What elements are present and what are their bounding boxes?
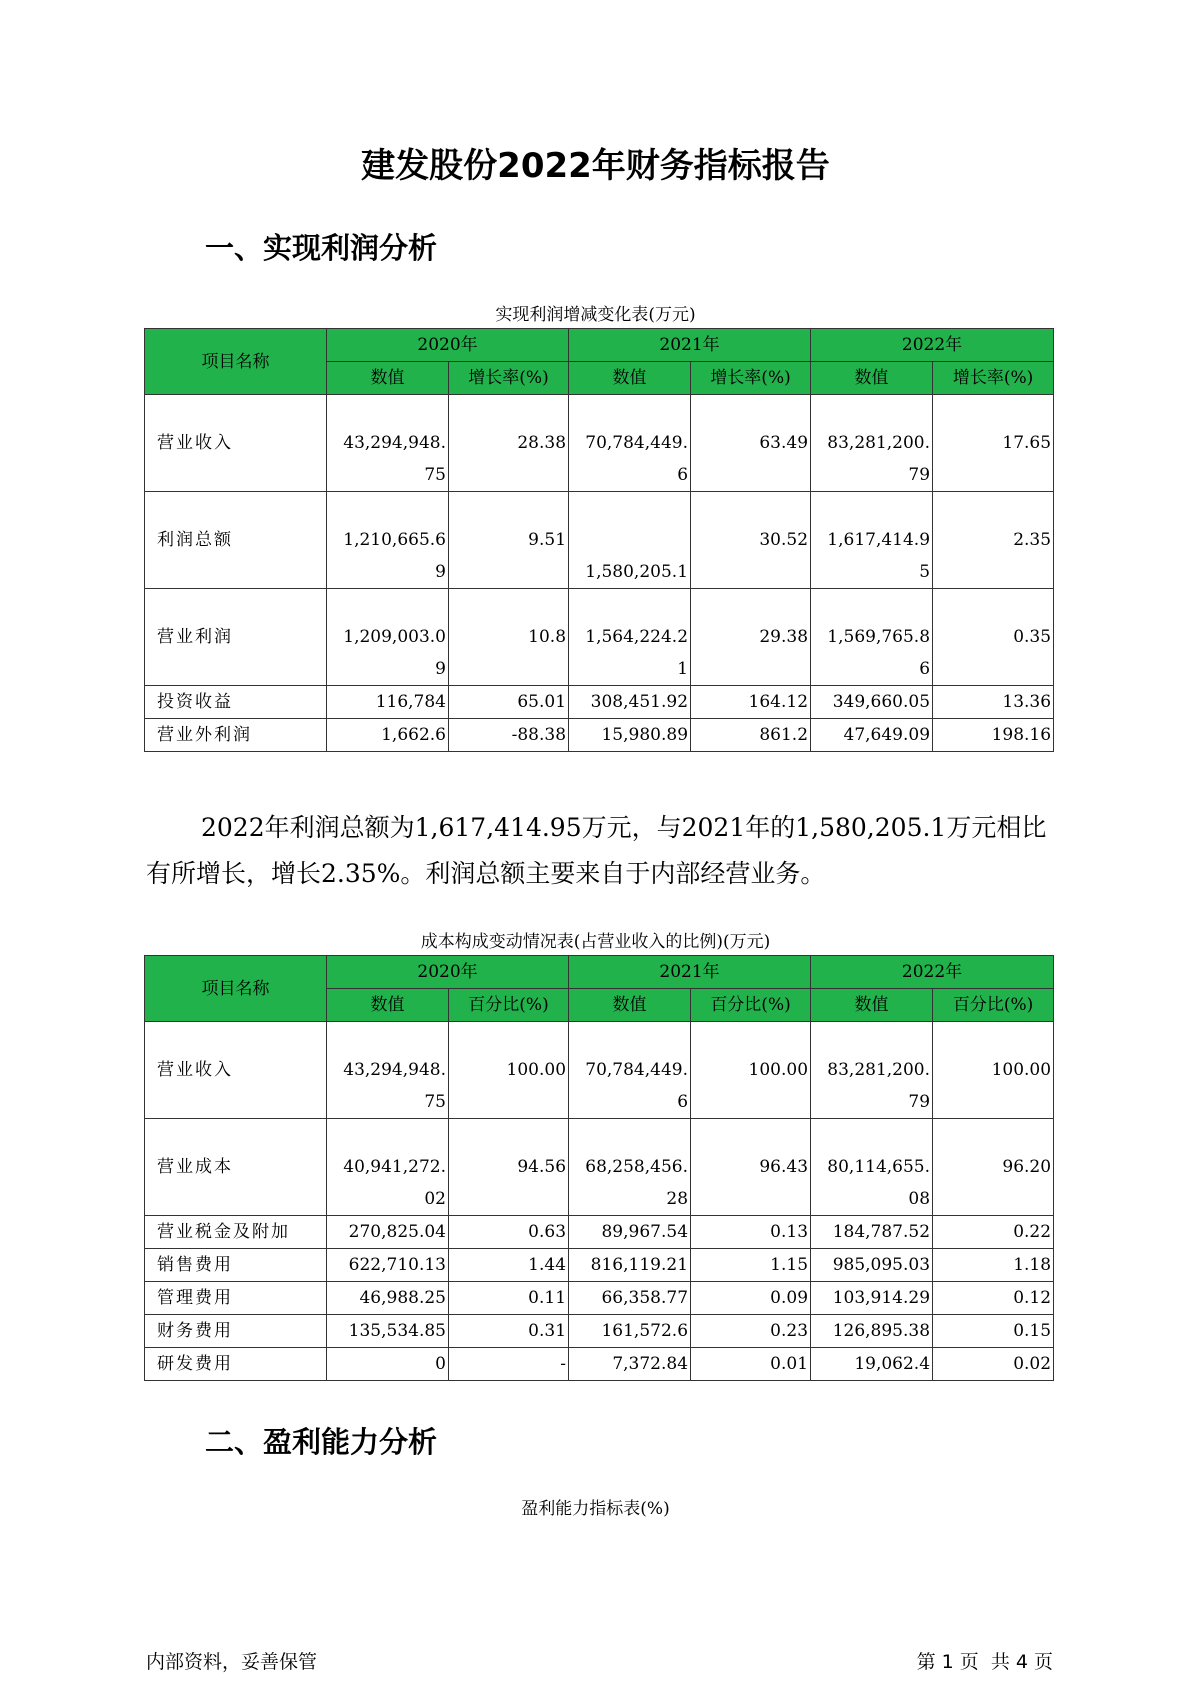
value-cell (811, 589, 933, 686)
value-cell (811, 395, 933, 492)
value-cell-line: 79 (908, 1092, 931, 1112)
table-caption-profitability: 盈利能力指标表(%) (521, 1499, 670, 1519)
item-name-header: 项目名称 (145, 329, 327, 395)
year-header: 2022年 (811, 329, 1054, 362)
table-row (145, 1348, 1054, 1381)
rate-cell: 0.63 (449, 1216, 569, 1249)
row-item-name: 营业成本 (145, 1119, 327, 1216)
value-cell: 66,358.77 (569, 1282, 691, 1315)
percent-subheader: 百分比(%) (449, 989, 569, 1022)
rate-cell: 0.01 (691, 1348, 811, 1381)
rate-cell: 0.12 (933, 1282, 1054, 1315)
value-cell-line: 1 (677, 659, 689, 679)
value-subheader: 数值 (327, 362, 449, 395)
rate-cell: 0.11 (449, 1282, 569, 1315)
value-cell-line: 5 (919, 562, 931, 582)
value-subheader: 数值 (569, 989, 691, 1022)
row-item-name: 营业税金及附加 (145, 1216, 327, 1249)
value-cell-line: 79 (908, 465, 931, 485)
rate-cell: 1.15 (691, 1249, 811, 1282)
rate-cell: 65.01 (449, 686, 569, 719)
value-cell (811, 1022, 933, 1119)
value-cell-line: 6 (677, 465, 689, 485)
value-cell: 0 (327, 1348, 449, 1381)
value-cell-line (571, 524, 688, 556)
value-subheader: 数值 (811, 362, 933, 395)
value-cell: 985,095.03 (811, 1249, 933, 1282)
rate-cell: 17.65 (933, 395, 1054, 492)
value-cell-line: 6 (677, 1092, 689, 1112)
value-subheader: 数值 (811, 989, 933, 1022)
row-item-name: 管理费用 (145, 1282, 327, 1315)
rate-cell: 0.23 (691, 1315, 811, 1348)
value-cell-line: 9 (435, 562, 446, 582)
value-cell (569, 492, 691, 589)
rate-cell: 0.35 (933, 589, 1054, 686)
value-cell (569, 395, 691, 492)
value-cell-line: 1,209,003.0 (343, 627, 446, 647)
year-header: 2020年 (327, 956, 569, 989)
value-cell (569, 1022, 691, 1119)
value-cell-line: 40,941,272. (343, 1157, 446, 1177)
value-cell: 103,914.29 (811, 1282, 933, 1315)
rate-cell: 30.52 (691, 492, 811, 589)
rate-cell: 100.00 (933, 1022, 1054, 1119)
value-cell: 15,980.89 (569, 719, 691, 752)
document-title: 建发股份2022年财务指标报告 (361, 146, 830, 186)
rate-cell: 100.00 (449, 1022, 569, 1119)
value-cell: 19,062.4 (811, 1348, 933, 1381)
table-row (145, 1216, 1054, 1249)
footer-confidential-note: 内部资料，妥善保管 (146, 1651, 318, 1673)
value-cell (327, 492, 449, 589)
value-cell-line: 1,564,224.2 (585, 627, 689, 647)
table-row (145, 686, 1054, 719)
value-cell-line: 70,784,449. (585, 433, 689, 453)
rate-cell: 94.56 (449, 1119, 569, 1216)
row-item-name: 营业收入 (145, 395, 327, 492)
value-cell: 126,895.38 (811, 1315, 933, 1348)
row-item-name: 研发费用 (145, 1348, 327, 1381)
year-header: 2020年 (327, 329, 569, 362)
value-cell (569, 589, 691, 686)
percent-subheader: 百分比(%) (691, 989, 811, 1022)
rate-cell: 96.20 (933, 1119, 1054, 1216)
table-row (145, 492, 1054, 589)
value-cell: 622,710.13 (327, 1249, 449, 1282)
percent-subheader: 百分比(%) (933, 989, 1054, 1022)
value-cell: 89,967.54 (569, 1216, 691, 1249)
row-item-name: 投资收益 (145, 686, 327, 719)
value-cell (811, 492, 933, 589)
rate-cell: - (449, 1348, 569, 1381)
profit-summary-paragraph: 2022年利润总额为1,617,414.95万元，与2021年的1,580,205.1万元相比有所增长，增长2.35%。利润总额主要来自于内部经营业务。 (146, 813, 1047, 888)
rate-cell: 861.2 (691, 719, 811, 752)
value-cell-line: 43,294,948. (343, 433, 446, 453)
rate-cell: 198.16 (933, 719, 1054, 752)
value-cell-line: 9 (435, 659, 446, 679)
table-row (145, 1119, 1054, 1216)
value-cell-line: 75 (424, 465, 446, 485)
rate-cell: 0.15 (933, 1315, 1054, 1348)
value-cell-line: 83,281,200. (827, 1060, 931, 1080)
rate-cell: 0.09 (691, 1282, 811, 1315)
table-caption-cost: 成本构成变动情况表(占营业收入的比例)(万元) (420, 932, 771, 952)
rate-cell: 0.31 (449, 1315, 569, 1348)
rate-cell: 29.38 (691, 589, 811, 686)
rate-cell: 13.36 (933, 686, 1054, 719)
value-cell-line: 80,114,655. (827, 1157, 931, 1177)
value-cell-line: 1,569,765.8 (827, 627, 931, 647)
value-cell: 116,784 (327, 686, 449, 719)
value-cell-line: 70,784,449. (585, 1060, 689, 1080)
value-cell-line: 75 (424, 1092, 446, 1112)
value-cell: 7,372.84 (569, 1348, 691, 1381)
table-row (145, 719, 1054, 752)
item-name-header: 项目名称 (145, 956, 327, 1022)
table-row (145, 1022, 1054, 1119)
rate-cell: 28.38 (449, 395, 569, 492)
rate-cell: 0.13 (691, 1216, 811, 1249)
value-cell: 349,660.05 (811, 686, 933, 719)
value-cell (327, 589, 449, 686)
value-cell-line: 1,210,665.6 (343, 530, 446, 550)
row-item-name: 营业利润 (145, 589, 327, 686)
table-row (145, 395, 1054, 492)
row-item-name: 销售费用 (145, 1249, 327, 1282)
rate-cell: 96.43 (691, 1119, 811, 1216)
section-heading-profit: 一、实现利润分析 (205, 231, 438, 265)
rate-cell: 9.51 (449, 492, 569, 589)
year-header: 2021年 (569, 329, 811, 362)
value-cell: 816,119.21 (569, 1249, 691, 1282)
value-cell: 46,988.25 (327, 1282, 449, 1315)
rate-cell: -88.38 (449, 719, 569, 752)
value-cell (327, 395, 449, 492)
rate-cell: 164.12 (691, 686, 811, 719)
table-row (145, 1249, 1054, 1282)
value-cell: 161,572.6 (569, 1315, 691, 1348)
value-cell: 1,662.6 (327, 719, 449, 752)
value-cell (811, 1119, 933, 1216)
value-cell-line: 68,258,456. (585, 1157, 689, 1177)
row-item-name: 利润总额 (145, 492, 327, 589)
footer-page-number: 第 1 页 共 4 页 (916, 1651, 1053, 1673)
cost-structure-table (144, 955, 1054, 1381)
table-row (145, 589, 1054, 686)
profit-change-table (144, 328, 1054, 752)
value-cell: 135,534.85 (327, 1315, 449, 1348)
table-caption-profit: 实现利润增减变化表(万元) (495, 305, 696, 325)
value-subheader: 数值 (569, 362, 691, 395)
value-cell: 270,825.04 (327, 1216, 449, 1249)
rate-cell: 1.44 (449, 1249, 569, 1282)
table-row (145, 1315, 1054, 1348)
value-cell (327, 1022, 449, 1119)
table-row (145, 1282, 1054, 1315)
section-heading-profitability: 二、盈利能力分析 (205, 1425, 438, 1459)
row-item-name: 营业外利润 (145, 719, 327, 752)
value-cell-line: 1,617,414.9 (827, 530, 931, 550)
value-cell (327, 1119, 449, 1216)
rate-cell: 0.02 (933, 1348, 1054, 1381)
value-cell: 308,451.92 (569, 686, 691, 719)
rate-subheader: 增长率(%) (691, 362, 811, 395)
value-cell-line: 28 (666, 1189, 689, 1209)
value-cell: 184,787.52 (811, 1216, 933, 1249)
row-item-name: 营业收入 (145, 1022, 327, 1119)
year-header: 2022年 (811, 956, 1054, 989)
rate-cell: 100.00 (691, 1022, 811, 1119)
value-cell-line: 02 (424, 1189, 446, 1209)
rate-cell: 2.35 (933, 492, 1054, 589)
value-cell-line: 6 (919, 659, 931, 679)
value-cell-line: 1,580,205.1 (585, 562, 689, 582)
value-cell-line: 83,281,200. (827, 433, 931, 453)
row-item-name: 财务费用 (145, 1315, 327, 1348)
value-subheader: 数值 (327, 989, 449, 1022)
rate-cell: 0.22 (933, 1216, 1054, 1249)
rate-subheader: 增长率(%) (449, 362, 569, 395)
rate-cell: 1.18 (933, 1249, 1054, 1282)
rate-cell: 10.8 (449, 589, 569, 686)
rate-cell: 63.49 (691, 395, 811, 492)
value-cell-line: 43,294,948. (343, 1060, 446, 1080)
value-cell (569, 1119, 691, 1216)
value-cell-line: 08 (908, 1189, 931, 1209)
value-cell: 47,649.09 (811, 719, 933, 752)
rate-subheader: 增长率(%) (933, 362, 1054, 395)
year-header: 2021年 (569, 956, 811, 989)
